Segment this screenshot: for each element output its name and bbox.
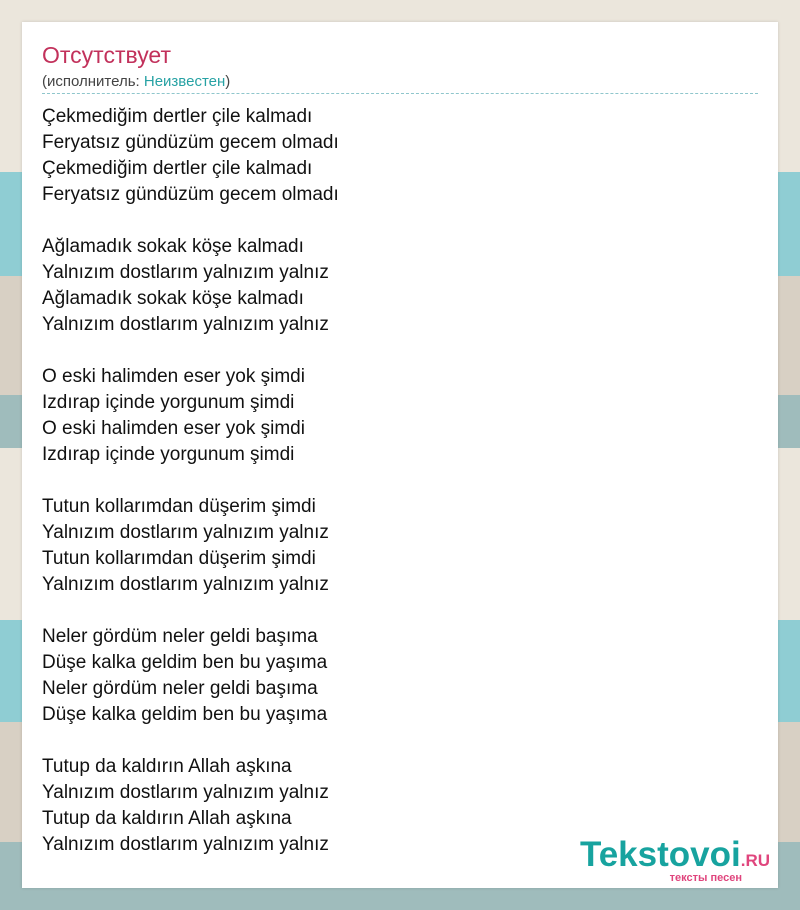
lyrics-line: Çekmediğim dertler çile kalmadı	[42, 158, 313, 179]
lyrics-line: Yalnızım dostlarım yalnızım yalnız	[42, 314, 329, 335]
lyrics-line: Tutun kollarımdan düşerim şimdi	[42, 496, 316, 517]
lyrics-line: Yalnızım dostlarım yalnızım yalnız	[42, 834, 329, 855]
lyrics-card	[22, 22, 778, 888]
lyrics-stanza	[42, 494, 339, 598]
lyrics-line: Çekmediğim dertler çile kalmadı	[42, 106, 313, 127]
lyrics-line: Neler gördüm neler geldi başıma	[42, 626, 318, 647]
lyrics-line: Ağlamadık sokak köşe kalmadı	[42, 288, 304, 309]
artist-byline	[42, 73, 230, 90]
lyrics-stanza	[42, 624, 339, 728]
lyrics-line: Yalnızım dostlarım yalnızım yalnız	[42, 522, 329, 543]
lyrics-line: Yalnızım dostlarım yalnızım yalnız	[42, 262, 329, 283]
lyrics-line: O eski halimden eser yok şimdi	[42, 366, 305, 387]
lyrics-stanza	[42, 234, 339, 338]
logo-wordmark: Tekstovoi	[579, 835, 741, 874]
logo-tld: .RU	[740, 851, 770, 870]
lyrics-line: Neler gördüm neler geldi başıma	[42, 678, 318, 699]
song-title: Отсутствует	[42, 42, 171, 68]
artist-link[interactable]: Неизвестен	[143, 73, 226, 90]
lyrics-stanza	[42, 104, 339, 208]
lyrics-line: Düşe kalka geldim ben bu yaşıma	[42, 704, 328, 725]
lyrics-line: O eski halimden eser yok şimdi	[42, 418, 305, 439]
byline-suffix: )	[225, 73, 231, 90]
lyrics-line: Feryatsız gündüzüm gecem olmadı	[42, 184, 339, 205]
lyrics-line: Tutup da kaldırın Allah aşkına	[42, 756, 292, 777]
lyrics-line: Düşe kalka geldim ben bu yaşıma	[42, 652, 328, 673]
byline-prefix: (исполнитель:	[42, 73, 144, 90]
lyrics-line: Ağlamadık sokak köşe kalmadı	[42, 236, 304, 257]
lyrics-line: Feryatsız gündüzüm gecem olmadı	[42, 132, 339, 153]
lyrics-line: Yalnızım dostlarım yalnızım yalnız	[42, 782, 329, 803]
divider	[42, 93, 758, 94]
lyrics-line: Tutun kollarımdan düşerim şimdi	[42, 548, 316, 569]
lyrics-stanza	[42, 364, 339, 468]
lyrics-line: Izdırap içinde yorgunum şimdi	[42, 392, 295, 413]
lyrics-line: Yalnızım dostlarım yalnızım yalnız	[42, 574, 329, 595]
lyrics-line: Tutup da kaldırın Allah aşkına	[42, 808, 292, 829]
logo-tagline: тексты песен	[669, 872, 742, 884]
lyrics-text	[42, 104, 339, 858]
lyrics-line: Izdırap içinde yorgunum şimdi	[42, 444, 295, 465]
site-logo[interactable]	[579, 835, 770, 884]
lyrics-stanza	[42, 754, 339, 858]
